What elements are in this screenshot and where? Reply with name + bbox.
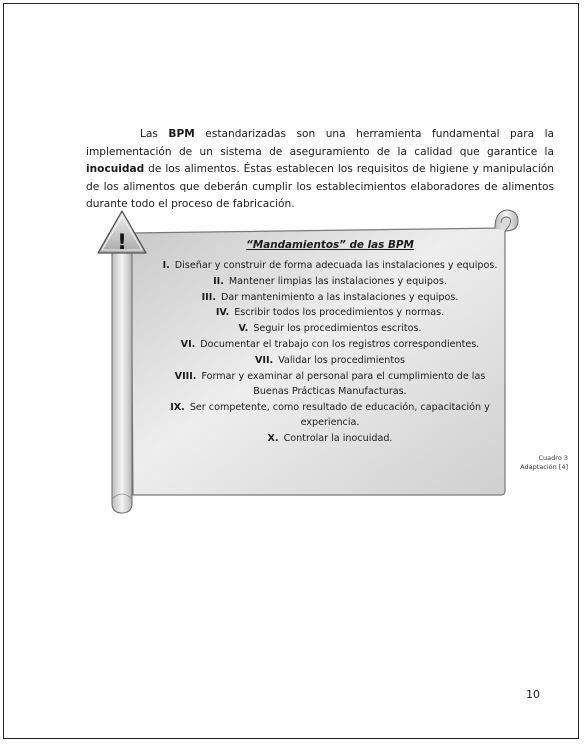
commandment-8 [142, 369, 518, 400]
commandment-text: Seguir los procedimientos escritos. [253, 323, 422, 335]
commandment-number: II. [213, 275, 224, 287]
commandment-text: Validar los procedimientos [278, 354, 406, 366]
commandment-text: Formar y examinar al personal para el cumplimiento de las Buenas Prácticas Manufacturas. [201, 370, 486, 398]
commandment-1 [142, 258, 518, 274]
commandment-number: VII. [254, 354, 274, 366]
commandment-text: Mantener limpias las instalaciones y equipos. [228, 275, 447, 287]
commandment-text: Ser competente, como resultado de educación, capacitación y experiencia. [189, 401, 490, 429]
source-caption [520, 454, 568, 472]
source-caption-line-1: Cuadro 3 [538, 454, 568, 462]
commandment-3 [142, 290, 518, 306]
source-caption-line-2: Adaptación [4] [520, 463, 568, 471]
intro-bold-bpm: BPM [168, 128, 195, 140]
commandment-text: Escribir todos los procedimientos y normas. [234, 307, 445, 319]
commandment-9 [142, 400, 518, 431]
intro-bold-inocuidad: inocuidad [86, 163, 145, 176]
commandment-number: IV. [215, 307, 230, 319]
commandment-7 [142, 353, 518, 369]
intro-paragraph [86, 126, 554, 214]
commandment-5 [142, 321, 518, 337]
intro-text-2: estandarizadas son una herramienta fundamental para la implementación de un sistema de aseguramiento de la calidad que garantice la [86, 128, 555, 158]
commandments-content [142, 238, 518, 446]
commandment-4 [142, 305, 518, 321]
commandment-number: X. [267, 432, 279, 444]
commandment-number: IX. [170, 401, 185, 413]
commandment-text: Controlar la inocuidad. [283, 432, 393, 444]
intro-text-3: de los alimentos. Éstas establecen los requisitos de higiene y manipulación de los alimentos que deberán cumplir los establecimientos elaboradores de alimentos durante todo el proceso de fabricación. [86, 163, 554, 211]
page-number: 10 [526, 688, 540, 701]
commandments-list [142, 258, 518, 446]
commandment-number: I. [162, 260, 170, 271]
commandment-2 [142, 274, 518, 290]
commandment-number: V. [238, 323, 249, 335]
intro-text-1: Las [140, 128, 169, 140]
commandment-6 [142, 337, 518, 353]
commandments-title: “Mandamientos” de las BPM [246, 239, 414, 251]
commandment-10 [142, 431, 518, 447]
commandment-number: VI. [180, 338, 196, 350]
commandment-text: Dar mantenimiento a las instalaciones y equipos. [220, 291, 459, 303]
commandment-number: VIII. [174, 370, 197, 382]
commandment-text: Documentar el trabajo con los registros correspondientes. [200, 338, 480, 350]
commandment-number: III. [201, 291, 216, 303]
warning-icon: ! [117, 230, 127, 254]
commandment-text: Diseñar y construir de forma adecuada las instalaciones y equipos. [174, 260, 498, 271]
